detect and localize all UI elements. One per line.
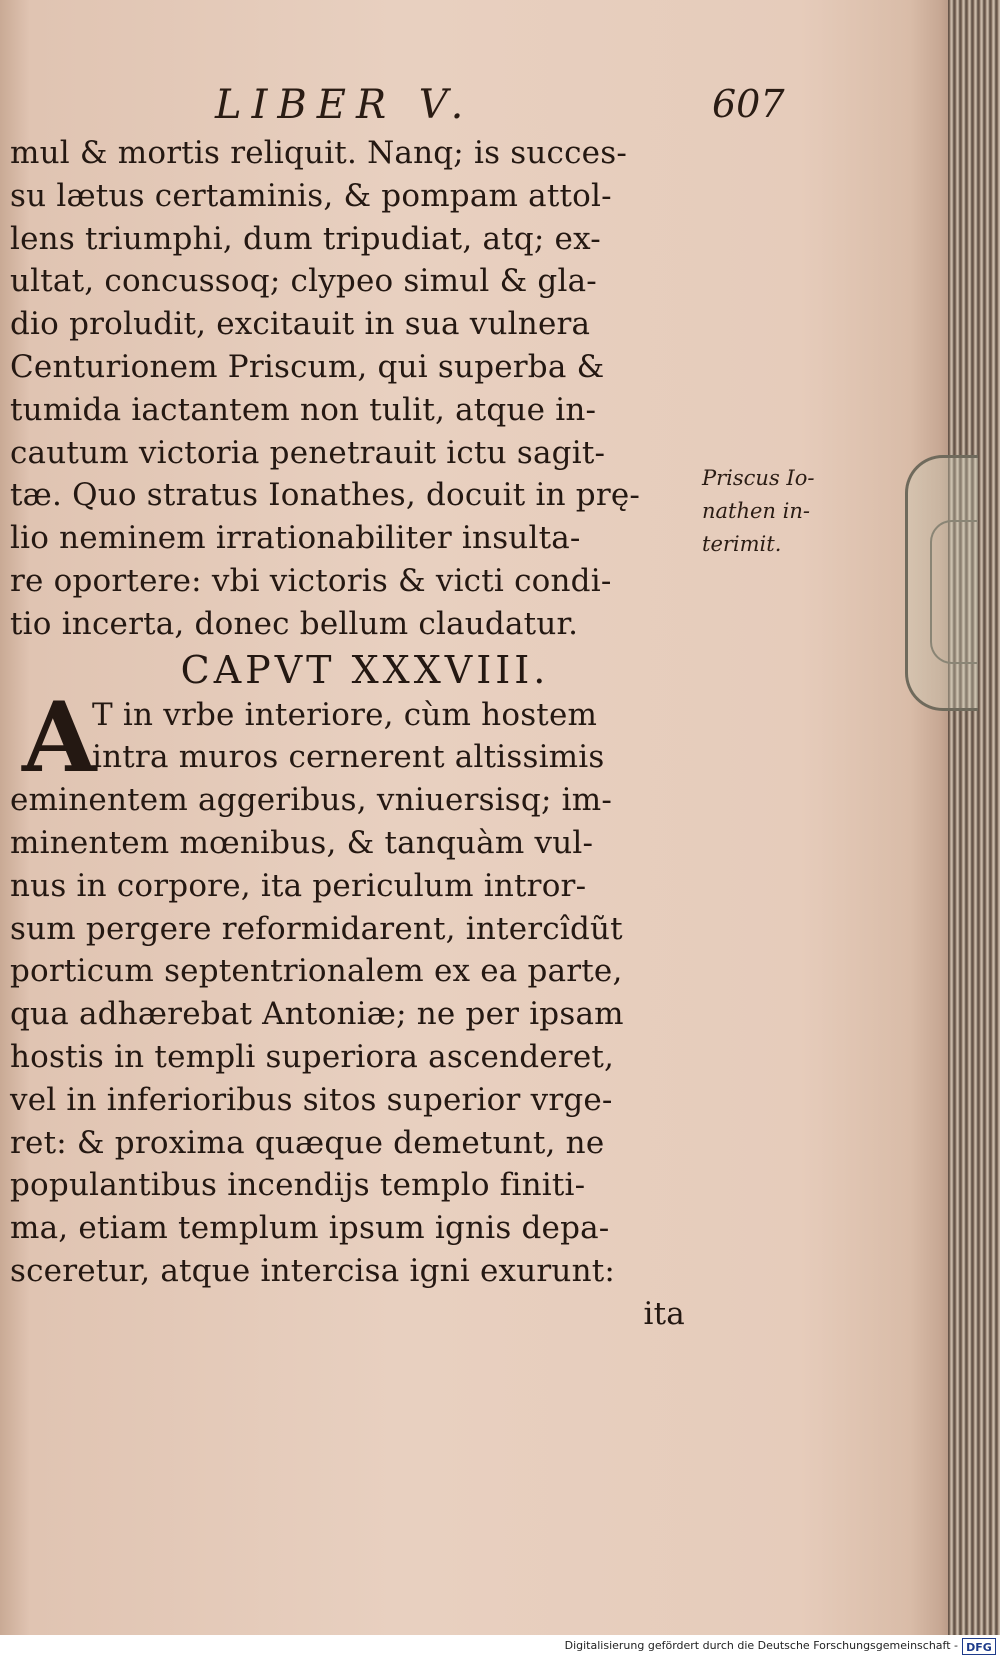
chapter-heading: CAPVT XXXVIII.: [180, 647, 550, 692]
margin-note-line: nathen in-: [702, 499, 810, 523]
running-title: LIBER V.: [215, 82, 474, 128]
text-line: tumida iactantem non tulit, atque in-: [10, 391, 597, 428]
page-number: 607: [712, 82, 785, 126]
digitization-footer: [0, 1635, 1000, 1661]
text-line: lio neminem irrationabiliter insulta-: [10, 520, 581, 557]
book-clip-inner: [930, 520, 977, 664]
text-line: porticum septentrionalem ex ea parte,: [10, 953, 623, 990]
text-line: ma, etiam templum ipsum ignis depa-: [10, 1210, 610, 1247]
text-line: lens triumphi, dum tripudiat, atq; ex-: [10, 220, 601, 257]
book-page-edges: [948, 0, 1000, 1635]
drop-cap: A: [22, 680, 97, 794]
main-text-column: [10, 132, 700, 1336]
text-line: ultat, concussoq; clypeo simul & gla-: [10, 263, 597, 300]
dfg-logo: DFG: [962, 1638, 996, 1655]
footer-credit: Digitalisierung gefördert durch die Deutsche Forschungsgemeinschaft -: [564, 1639, 958, 1652]
text-line: sum pergere reformidarent, intercîdũt: [10, 910, 623, 947]
text-line: minentem mœnibus, & tanquàm vul-: [10, 824, 594, 861]
text-line: tio incerta, donec bellum claudatur.: [10, 605, 579, 642]
text-line: eminentem aggeribus, vniuersisq; im-: [10, 782, 613, 819]
text-line: dio proludit, excitauit in sua vulnera: [10, 306, 591, 343]
text-line: re oportere: vbi victoris & victi condi-: [10, 562, 612, 599]
text-line: vel in inferioribus sitos superior vrge-: [10, 1081, 613, 1118]
chapter-opening: [10, 680, 700, 794]
text-line: tæ. Quo stratus Ionathes, docuit in prę-: [10, 477, 641, 514]
text-line: populantibus incendijs templo finiti-: [10, 1167, 586, 1204]
margin-note: [702, 462, 842, 561]
text-line: su lætus certaminis, & pompam attol-: [10, 177, 612, 214]
text-line: sceretur, atque intercisa igni exurunt:: [10, 1252, 616, 1289]
margin-note-line: terimit.: [702, 532, 782, 556]
text-line: qua adhærebat Antoniæ; ne per ipsam: [10, 996, 624, 1033]
text-line: hostis in templi superiora ascenderet,: [10, 1038, 615, 1075]
margin-note-line: Priscus Io-: [702, 466, 815, 490]
text-line: intra muros cernerent altissimis: [92, 739, 605, 776]
text-line: cautum victoria penetrauit ictu sagit-: [10, 434, 606, 471]
text-line: T in vrbe interiore, cùm hostem: [92, 696, 598, 733]
text-line: Centurionem Priscum, qui superba &: [10, 348, 605, 385]
text-line: ret: & proxima quæque demetunt, ne: [10, 1124, 605, 1161]
text-line: nus in corpore, ita periculum intror-: [10, 867, 587, 904]
text-line: mul & mortis reliquit. Nanq; is succes-: [10, 135, 627, 171]
catchword: ita: [643, 1295, 685, 1332]
